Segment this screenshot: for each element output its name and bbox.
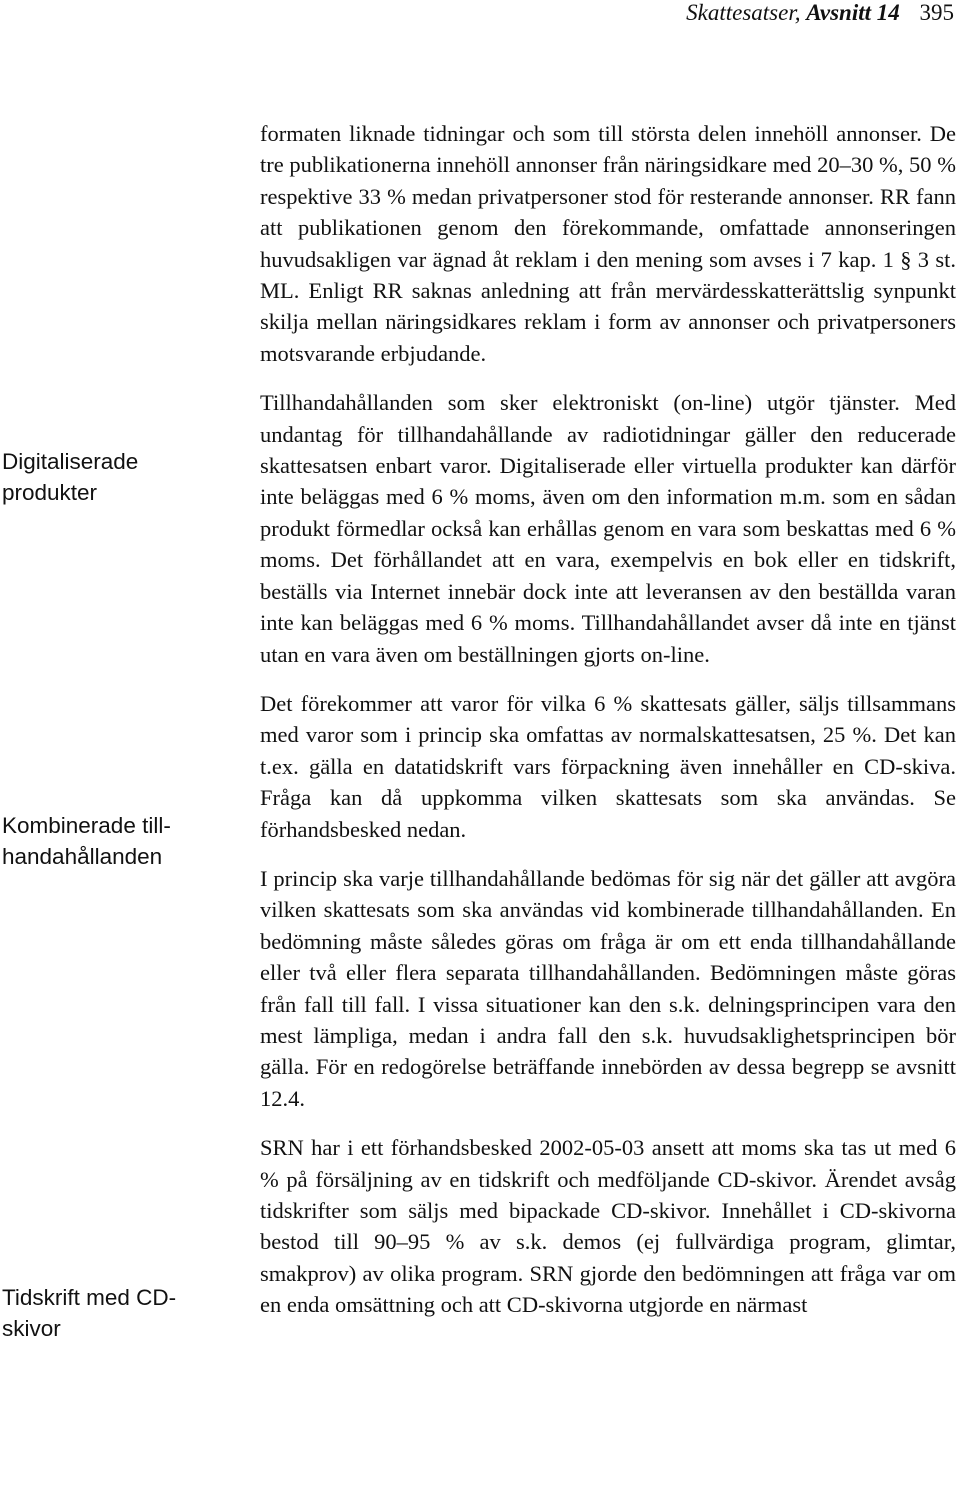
header-section: Avsnitt 14 <box>806 0 900 25</box>
header-title: Skattesatser, <box>686 0 801 25</box>
paragraph-3: Det förekommer att varor för vilka 6 % skattesats gäller, säljs tillsammans med varor som i princip ska omfattas av normalskattesatsen, 25 %. Det kan t.ex. gälla en datatidskrift vars förpackning även innehåller en CD-skiva. Fråga kan då uppkomma vilken skattesats som ska användas. Se förhandsbesked nedan. <box>260 690 956 842</box>
paragraph-2: Tillhandahållanden som sker elektroniskt (on-line) utgör tjänster. Med undantag för tillhandahållande av radiotidningar gäller den reducerade skattesatsen enbart varor. Digitaliserade eller virtuella produkter kan därför inte beläggas med 6 % moms, även om den information m.m. som en sådan produkt förmedlar också kan erhållas genom en vara som beskattas med 6 % moms. Det förhållandet att en vara, exempelvis en bok eller en tidskrift, beställs via Internet innebär dock inte att leveransen av den beställda varan inte kan beläggas med 6 % moms. Tillhandahållandet avser då inte en tjänst utan en vara även om beställningen gjorts on-line. <box>260 390 956 667</box>
margin-note-digitaliserade: Digitaliserade produkter <box>2 449 139 505</box>
body-text <box>260 118 956 1339</box>
page-number: 395 <box>919 0 954 25</box>
margin-note-kombinerade: Kombinerade tillhandahållanden <box>2 813 171 869</box>
margin-note-tidskrift: Tidskrift med CD-skivor <box>2 1285 177 1341</box>
paragraph-5: SRN har i ett förhandsbesked 2002-05-03 ansett att moms ska tas ut med 6 % på försäljning av en tidskrift och medföljande CD-skivor. Ärendet avsåg tidskrifter som säljs med bipackade CD-skivor. Innehållet i CD-skivorna bestod till 90–95 % av s.k. demos (ej fullvärdiga program, glimtar, smakprov) av olika program. SRN gjorde den bedömningen att fråga var om en enda omsättning och att CD-skivorna utgjorde en närmast <box>260 1135 956 1318</box>
running-header <box>686 0 954 26</box>
paragraph-4: I princip ska varje tillhandahållande bedömas för sig när det gäller att avgöra vilken skattesats som ska användas vid kombinerade tillhandahållanden. En bedömning måste således göras om fråga är om ett enda tillhandahållande eller två eller flera separata tillhandahållanden. Bedömningen måste göras från fall till fall. I vissa situationer kan den s.k. delningsprincipen vara den mest lämpliga, medan i andra fall den s.k. huvudsaklighetsprincipen bör gälla. För en redogörelse beträffande innebörden av dessa begrepp se avsnitt 12.4. <box>260 865 956 1111</box>
paragraph-1: formaten liknade tidningar och som till största delen innehöll annonser. De tre publikationerna innehöll annonser från näringsidkare med 20–30 %, 50 % respektive 33 % medan privatpersoner stod för resterande annonser. RR fann att publikationen genom den förekommande, omfattade annonseringen huvudsakligen var ägnad åt reklam i den mening som avses i 7 kap. 1 § 3 st. ML. Enligt RR saknas anledning att från mervärdesskatterättslig synpunkt skilja mellan näringsidkares reklam i form av annonser och privatpersoners motsvarande erbjudande. <box>260 121 956 366</box>
